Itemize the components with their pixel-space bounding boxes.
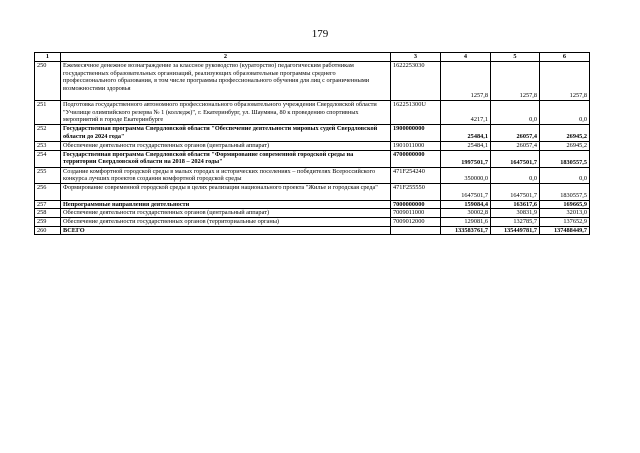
row-value-2: 163617,6 [491, 200, 540, 209]
row-value-2: 132785,7 [491, 217, 540, 226]
row-value-2: 1647501,7 [491, 150, 540, 167]
row-value-3: 32013,0 [540, 209, 590, 218]
row-value-2: 0,0 [491, 101, 540, 125]
row-code: 7009011000 [391, 209, 441, 218]
row-code: 4700000000 [391, 150, 441, 167]
row-number: 254 [35, 150, 61, 167]
row-value-3: 0,0 [540, 167, 590, 183]
row-value-1: 133583761,7 [441, 226, 491, 235]
page-number: 179 [311, 28, 329, 40]
row-name: Ежемесячное денежное вознаграждение за классное руководство (кураторство) педагогическим работникам государственных образовательных организаций, реализующих образовательные программы среднего профессионального образования, в том числе программы профессионального обучения для лиц с ограниченными возможностями здоровья [61, 62, 391, 101]
table-row [35, 125, 590, 142]
table-row [35, 101, 590, 125]
row-number: 257 [35, 200, 61, 209]
table-row [35, 150, 590, 167]
row-value-3: 1830557,5 [540, 183, 590, 200]
table-row [35, 209, 590, 218]
header-cell: 2 [61, 53, 391, 62]
row-name: Обеспечение деятельности государственных органов (территориальные органы) [61, 217, 391, 226]
row-number: 252 [35, 125, 61, 142]
row-number: 256 [35, 183, 61, 200]
row-value-2: 1647501,7 [491, 183, 540, 200]
table-row [35, 200, 590, 209]
row-number: 253 [35, 142, 61, 151]
row-code: 1900000000 [391, 125, 441, 142]
row-name: Создание комфортной городской среды в малых городах и исторических поселениях – победителях Всероссийского конкурса лучших проектов создания комфортной городской среды [61, 167, 391, 183]
row-value-3: 26945,2 [540, 125, 590, 142]
row-value-3: 169665,9 [540, 200, 590, 209]
row-value-1: 129081,6 [441, 217, 491, 226]
header-cell: 1 [35, 53, 61, 62]
table-row [35, 62, 590, 101]
header-cell: 3 [391, 53, 441, 62]
row-number: 255 [35, 167, 61, 183]
row-value-1: 1997501,7 [441, 150, 491, 167]
row-value-2: 26057,4 [491, 142, 540, 151]
row-value-1: 30002,8 [441, 209, 491, 218]
budget-table [34, 52, 590, 235]
table-row [35, 167, 590, 183]
row-name: Подготовка государственного автономного профессионального образовательного учреждения Свердловской области "Училище олимпийского резерва № 1 (колледж)", г. Екатеринбург, ул. Шаумяна, 80 к проведению спортивных мероприятий в городе Екатеринбурге [61, 101, 391, 125]
row-name: Государственная программа Свердловской области "Формирование современной городской среды на территории Свердловской области на 2018 – 2024 годы" [61, 150, 391, 167]
row-value-3: 0,0 [540, 101, 590, 125]
table-row [35, 183, 590, 200]
row-code: 162251300U [391, 101, 441, 125]
header-cell: 6 [540, 53, 590, 62]
table-row [35, 217, 590, 226]
row-name: Обеспечение деятельности государственных органов (центральный аппарат) [61, 142, 391, 151]
table-row [35, 142, 590, 151]
row-number: 251 [35, 101, 61, 125]
row-code: 1901011000 [391, 142, 441, 151]
row-code: 7009012000 [391, 217, 441, 226]
row-value-1: 1257,8 [441, 62, 491, 101]
row-number: 258 [35, 209, 61, 218]
row-value-1: 4217,1 [441, 101, 491, 125]
row-value-1: 1647501,7 [441, 183, 491, 200]
row-value-2: 1257,8 [491, 62, 540, 101]
row-value-1: 159084,4 [441, 200, 491, 209]
row-name: Государственная программа Свердловской области "Обеспечение деятельности мировых судей Свердловской области до 2024 года" [61, 125, 391, 142]
row-number: 260 [35, 226, 61, 235]
row-value-3: 1257,8 [540, 62, 590, 101]
row-value-3: 26945,2 [540, 142, 590, 151]
header-cell: 4 [441, 53, 491, 62]
table-header-row [35, 53, 590, 62]
row-name: Формирование современной городской среды в целях реализации национального проекта "Жилье и городская среда" [61, 183, 391, 200]
row-number: 250 [35, 62, 61, 101]
header-cell: 5 [491, 53, 540, 62]
row-number: 259 [35, 217, 61, 226]
row-name: Непрограммные направления деятельности [61, 200, 391, 209]
row-value-3: 1830557,5 [540, 150, 590, 167]
row-value-3: 137488449,7 [540, 226, 590, 235]
row-value-3: 137652,9 [540, 217, 590, 226]
row-value-2: 135449781,7 [491, 226, 540, 235]
row-value-2: 0,0 [491, 167, 540, 183]
row-value-1: 25484,1 [441, 142, 491, 151]
row-name: ВСЕГО [61, 226, 391, 235]
row-code: 471F255550 [391, 183, 441, 200]
row-value-2: 26057,4 [491, 125, 540, 142]
row-value-1: 25484,1 [441, 125, 491, 142]
row-code: 1622253030 [391, 62, 441, 101]
row-code: 7000000000 [391, 200, 441, 209]
row-value-1: 350000,0 [441, 167, 491, 183]
row-code: 471F254240 [391, 167, 441, 183]
row-value-2: 30831,9 [491, 209, 540, 218]
row-name: Обеспечение деятельности государственных органов (центральный аппарат) [61, 209, 391, 218]
row-code [391, 226, 441, 235]
table-total-row [35, 226, 590, 235]
